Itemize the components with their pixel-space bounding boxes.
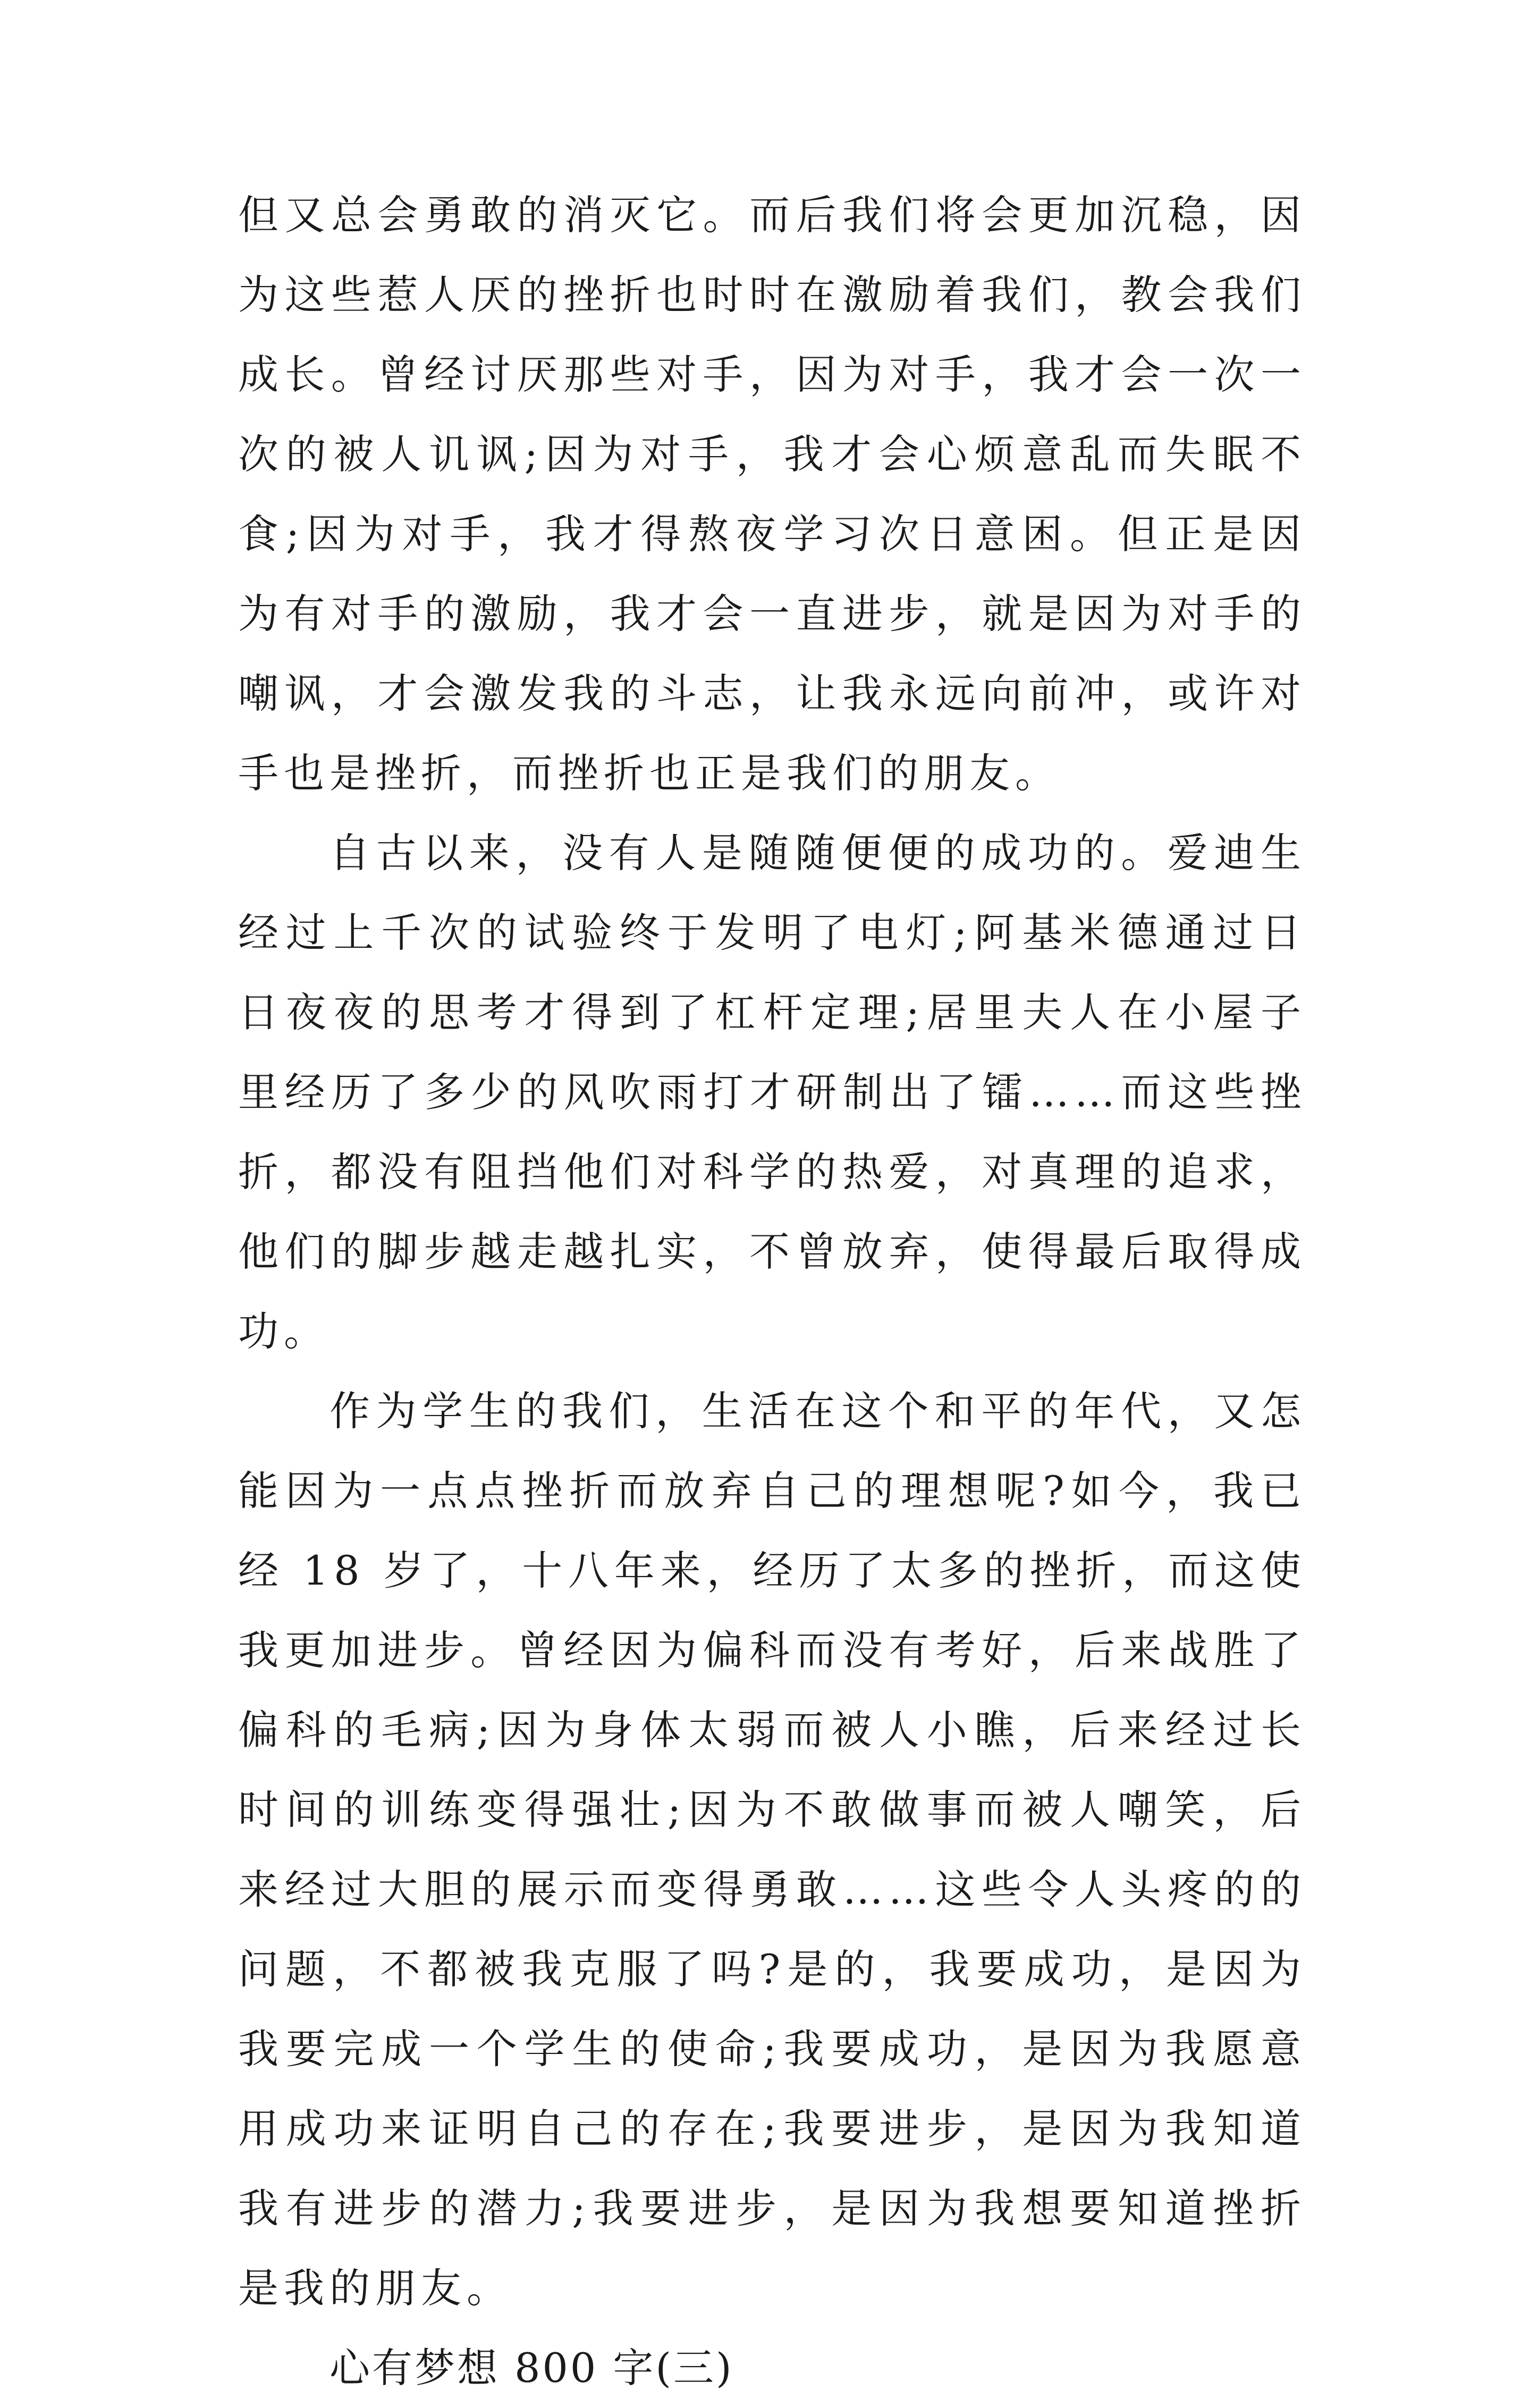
paragraph-continuation: 但又总会勇敢的消灭它。而后我们将会更加沉稳，因为这些惹人厌的挫折也时时在激励着我们，教会我们成长。曾经讨厌那些对手，因为对手，我才会一次一次的被人讥讽;因为对手，我才会心烦意乱而失眠不食;因为对手，我才得熬夜学习次日意困。但正是因为有对手的激励，我才会一直进步，就是因为对手的嘲讽，才会激发我的斗志，让我永远向前冲，或许对手也是挫折，而挫折也正是我们的朋友。 (238, 191, 1306, 797)
section-heading: 心有梦想 800 字(三) (329, 2344, 734, 2392)
document-body (238, 175, 1306, 2408)
paragraph-history-examples: 自古以来，没有人是随随便便的成功的。爱迪生经过上千次的试验终于发明了电灯;阿基米德通过日日夜夜的思考才得到了杠杆定理;居里夫人在小屋子里经历了多少的风吹雨打才研制出了镭……而这些挫折，都没有阻挡他们对科学的热爱，对真理的追求，他们的脚步越走越扎实，不曾放弃，使得最后取得成功。 (238, 829, 1306, 1355)
paragraph-student-reflection: 作为学生的我们，生活在这个和平的年代，又怎能因为一点点挫折而放弃自己的理想呢?如今，我已经 18 岁了，十八年来，经历了太多的挫折，而这使我更加进步。曾经因为偏科而没有考好，后来战胜了偏科的毛病;因为身体太弱而被人小瞧，后来经过长时间的训练变得强壮;因为不敢做事而被人嘲笑，后来经过大胆的展示而变得勇敢……这些令人头疼的的问题，不都被我克服了吗?是的，我要成功，是因为我要完成一个学生的使命;我要成功，是因为我愿意用成功来证明自己的存在;我要进步，是因为我知道我有进步的潜力;我要进步，是因为我想要知道挫折是我的朋友。 (238, 1387, 1306, 2312)
